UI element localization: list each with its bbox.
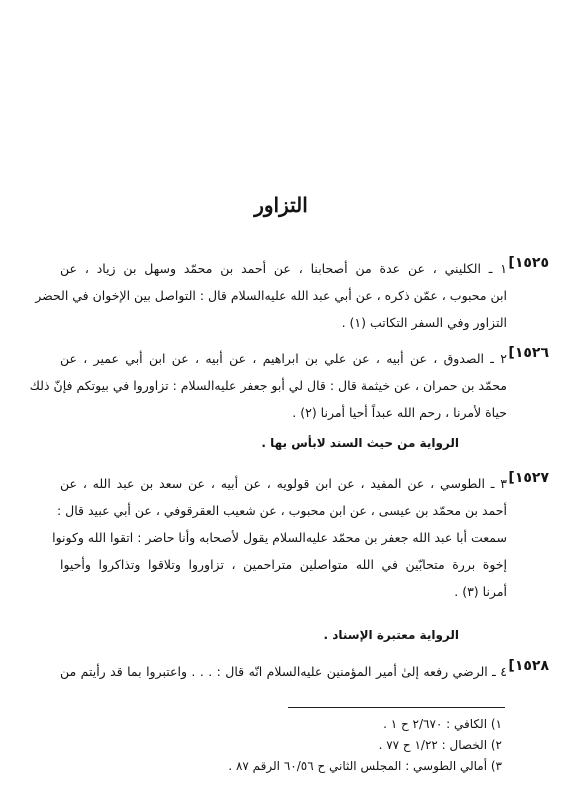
text-line: ابن محبوب ، عمّن ذكره ، عن أبي عبد الله عليه‌السلام قال : التواصل بين الإخوان في الحضر [35,288,507,303]
text-line: ٢ ـ الصدوق ، عن أبيه ، عن علي بن ابراهيم ، عن أبيه ، عن ابن أبي عمير ، عن [60,351,507,366]
text-line: حياة لأمرنا ، رحم الله عبداً أحيا أمرنا (٢) . [292,405,507,420]
text-line: سمعت أبا عبد الله جعفر بن محمّد عليه‌السلام يقول لأصحابه وأنا حاضر : اتقوا الله وكونوا [52,530,507,545]
chain-grading-note: الرواية معتبرة الإسناد . [323,628,459,642]
text-line: ١ ـ الكليني ، عن عدة من أصحابنا ، عن أحمد بن محمّد وسهل بن زياد ، عن [60,261,507,276]
text-line: ٣ ـ الطوسي ، عن المفيد ، عن ابن قولويه ، عن أبيه ، عن سعد بن عبد الله ، عن [60,476,507,491]
text-line: إخوة بررة متحابّين في الله متواصلين متراحمين ، تزاوروا وتلاقوا وتذاكروا وأحيوا [60,557,507,572]
text-line: ٤ ـ الرضي رفعه إلىٰ أمير المؤمنين عليه‌السلام انّه قال : . . . واعتبروا بما قد رأيتم من [60,664,507,679]
chain-grading-note: الرواية من حيث السند لابأس بها . [261,436,459,450]
hadith-entry [29,345,549,426]
footnote: ١) الكافي : ٢/٦٧٠ ح ١ . [383,717,502,731]
footnotes [60,714,502,777]
hadith-entry [60,658,549,685]
text-line: أمرنا (٣) . [454,584,507,599]
footnote: ٣) أمالي الطوسي : المجلس الثاني ح ٦٠/٥٦ الرقم ٨٧ . [228,759,502,773]
hadith-number: ١٥٢٧] [508,470,549,486]
text-line: محمّد بن حمران ، عن خيثمة قال : قال لي أبو جعفر عليه‌السلام : تزاوروا في بيوتكم فإنّ ذلك [29,378,507,393]
hadith-entry [35,255,549,336]
hadith-number: ١٥٢٨] [508,658,549,674]
chapter-title: التزاور [254,193,308,217]
hadith-number: ١٥٢٥] [508,255,549,271]
hadith-entry [52,470,549,605]
text-line: أحمد بن محمّد بن عيسى ، عن ابن محبوب ، عن شعيب العقرقوفي ، عن أبي عبيد قال : [56,503,507,518]
hadith-number: ١٥٢٦] [508,345,549,361]
text-line: التزاور وفي السفر التكاتب (١) . [341,315,507,330]
footnote: ٢) الخصال : ١/٢٢ ح ٧٧ . [378,738,502,752]
footnote-divider [288,707,505,708]
